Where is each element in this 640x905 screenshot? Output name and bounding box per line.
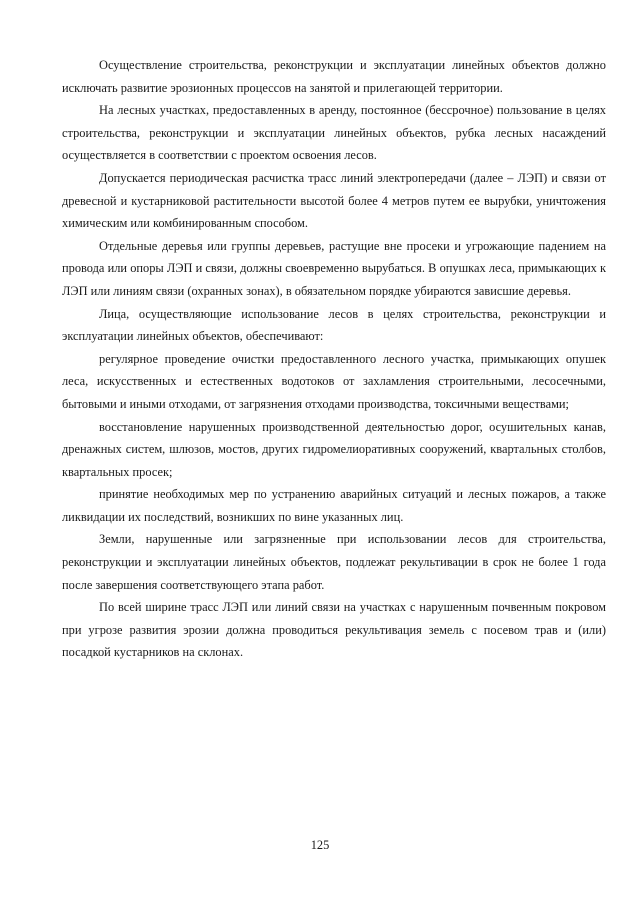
paragraph-trees: Отдельные деревья или группы деревьев, растущие вне просеки и угрожающие падением на провода или опоры ЛЭП и связи, должны своевременно вырубаться. В опушках леса, примыкающих к ЛЭП или линиям связи (охранных зонах), в обязательном порядке убираются зависшие деревья. <box>62 238 606 298</box>
paragraph-erosion: Осуществление строительства, реконструкции и эксплуатации линейных объектов должно исключать развитие эрозионных процессов на занятой и прилегающей территории. <box>62 58 606 95</box>
document-body <box>62 54 606 664</box>
paragraph-lease-felling: На лесных участках, предоставленных в аренду, постоянное (бессрочное) пользование в целях строительства, реконструкции и эксплуатации линейных объектов, рубка лесных насаждений осуществляется в соответствии с проектом освоения лесов. <box>62 103 606 163</box>
paragraph-clearing: Допускается периодическая расчистка трасс линий электропередачи (далее – ЛЭП) и связи от древесной и кустарниковой растительности высотой более 4 метров путем ее вырубки, уничтожения химическим или комбинированным способом. <box>62 170 606 231</box>
paragraph-recultivation: Земли, нарушенные или загрязненные при использовании лесов для строительства, реконструкции и эксплуатации линейных объектов, подлежат рекультивации в срок не более 1 года после завершения соответствующего этапа работ. <box>62 532 606 592</box>
paragraph-emergency: принятие необходимых мер по устранению аварийных ситуаций и лесных пожаров, а также ликвидации их последствий, возникших по вине указанных лиц. <box>62 487 606 524</box>
paragraph-erosion-recultivation: По всей ширине трасс ЛЭП или линий связи на участках с нарушенным почвенным покровом при угрозе развития эрозии должна проводиться рекультивация земель с посевом трав и (или) посадкой кустарников на склонах. <box>62 600 606 660</box>
paragraph-cleaning: регулярное проведение очистки предоставленного лесного участка, примыкающих опушек леса, искусственных и естественных водотоков от захламления строительными, лесосечными, бытовыми и иными отходами, от загрязнения отходами производства, токсичными веществами; <box>62 351 606 411</box>
paragraph-restoration: восстановление нарушенных производственной деятельностью дорог, осушительных канав, дренажных систем, шлюзов, мостов, других гидромелиоративных сооружений, квартальных столбов, квартальных просек; <box>62 419 606 479</box>
page-number: 125 <box>310 838 330 852</box>
paragraph-obligations-intro: Лица, осуществляющие использование лесов в целях строительства, реконструкции и эксплуатации линейных объектов, обеспечивают: <box>62 306 606 344</box>
